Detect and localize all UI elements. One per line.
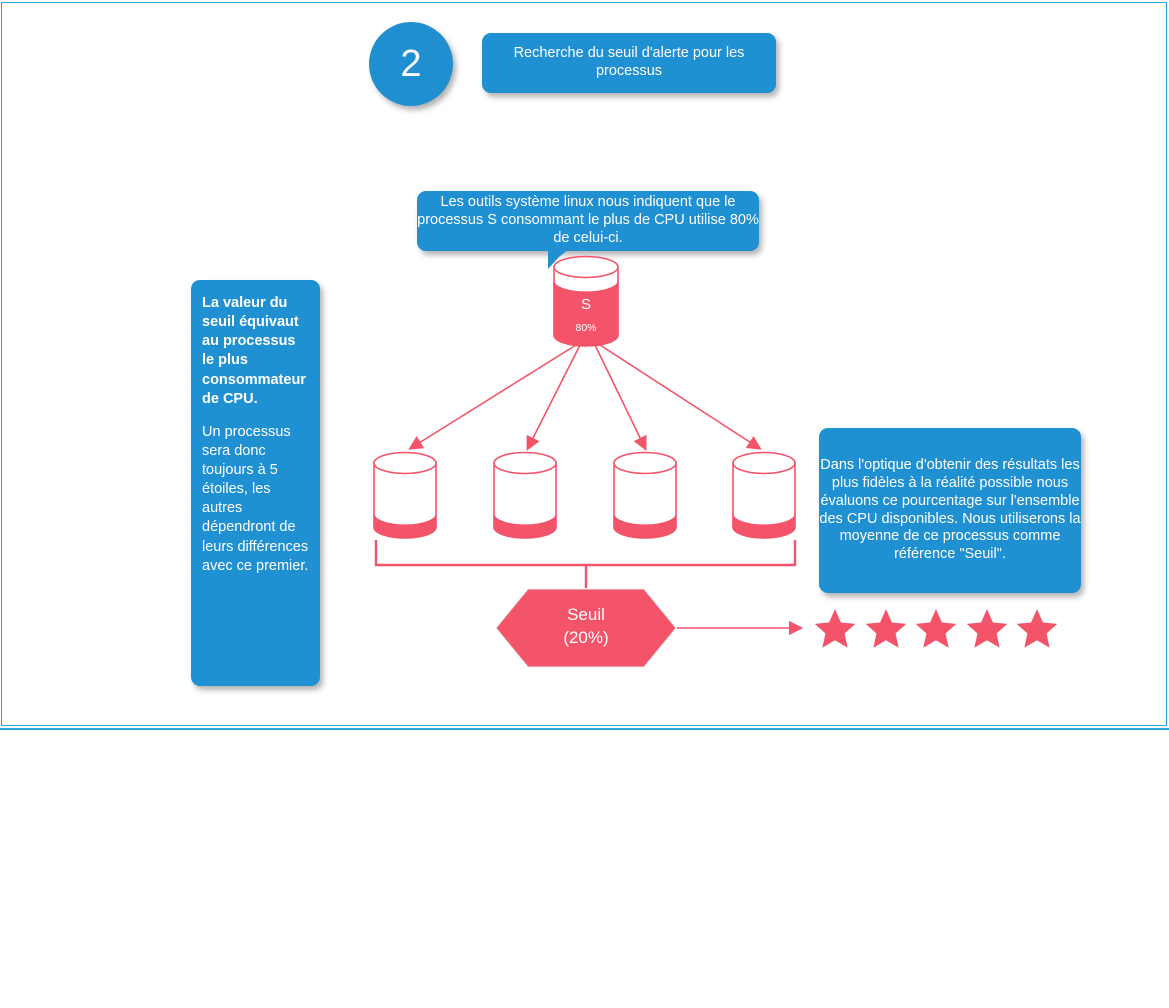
star-icon xyxy=(863,606,909,652)
left-explanation-bold: La valeur du seuil équivaut au processus le plus consommateur de CPU. xyxy=(202,295,306,407)
process-cylinder-child xyxy=(613,452,677,538)
left-explanation-box xyxy=(191,280,320,686)
process-child-value: 20% xyxy=(395,516,414,526)
star-icon xyxy=(1014,606,1060,652)
right-explanation-label: Dans l'optique d'obtenir des résultats les plus fidèles à la réalité possible nous évaluons ce pourcentage sur l'ensemble des CPU disponibles. Nous utiliserons la moyenne de ce processus comme référence "Seuil". xyxy=(819,457,1081,562)
process-cylinder-child xyxy=(493,452,557,538)
rating-stars xyxy=(812,603,1060,655)
process-child-value: 20% xyxy=(754,516,773,526)
step-title-box xyxy=(482,33,776,93)
process-main-name: S xyxy=(580,296,591,313)
star-icon xyxy=(812,606,858,652)
step-number-label: 2 xyxy=(400,42,422,85)
process-cylinder-child xyxy=(373,452,437,538)
star-icon xyxy=(913,606,959,652)
frame-bottom-rule xyxy=(0,728,1169,730)
process-cylinder-child xyxy=(732,452,796,538)
process-child-value: 20% xyxy=(515,516,534,526)
process-cylinder-main xyxy=(553,256,619,346)
process-child-value: 20% xyxy=(635,516,654,526)
right-explanation-box xyxy=(819,428,1081,593)
process-main-value: 80% xyxy=(575,322,597,334)
star-icon xyxy=(964,606,1010,652)
threshold-value: (20%) xyxy=(563,627,609,647)
left-explanation-text: Un processus sera donc toujours à 5 étoiles, les autres dépendront de leurs différences avec ce premier. xyxy=(202,423,309,574)
tools-callout-box xyxy=(417,191,759,251)
threshold-hexagon xyxy=(495,588,677,668)
step-title-label: Recherche du seuil d'alerte pour les processus xyxy=(513,45,745,79)
threshold-labels xyxy=(495,604,677,650)
threshold-name: Seuil xyxy=(567,605,605,624)
step-number-badge xyxy=(369,22,453,106)
tools-callout-label: Les outils système linux nous indiquent que le processus S consommant le plus de CPU utilise 80% de celui-ci. xyxy=(417,194,759,246)
